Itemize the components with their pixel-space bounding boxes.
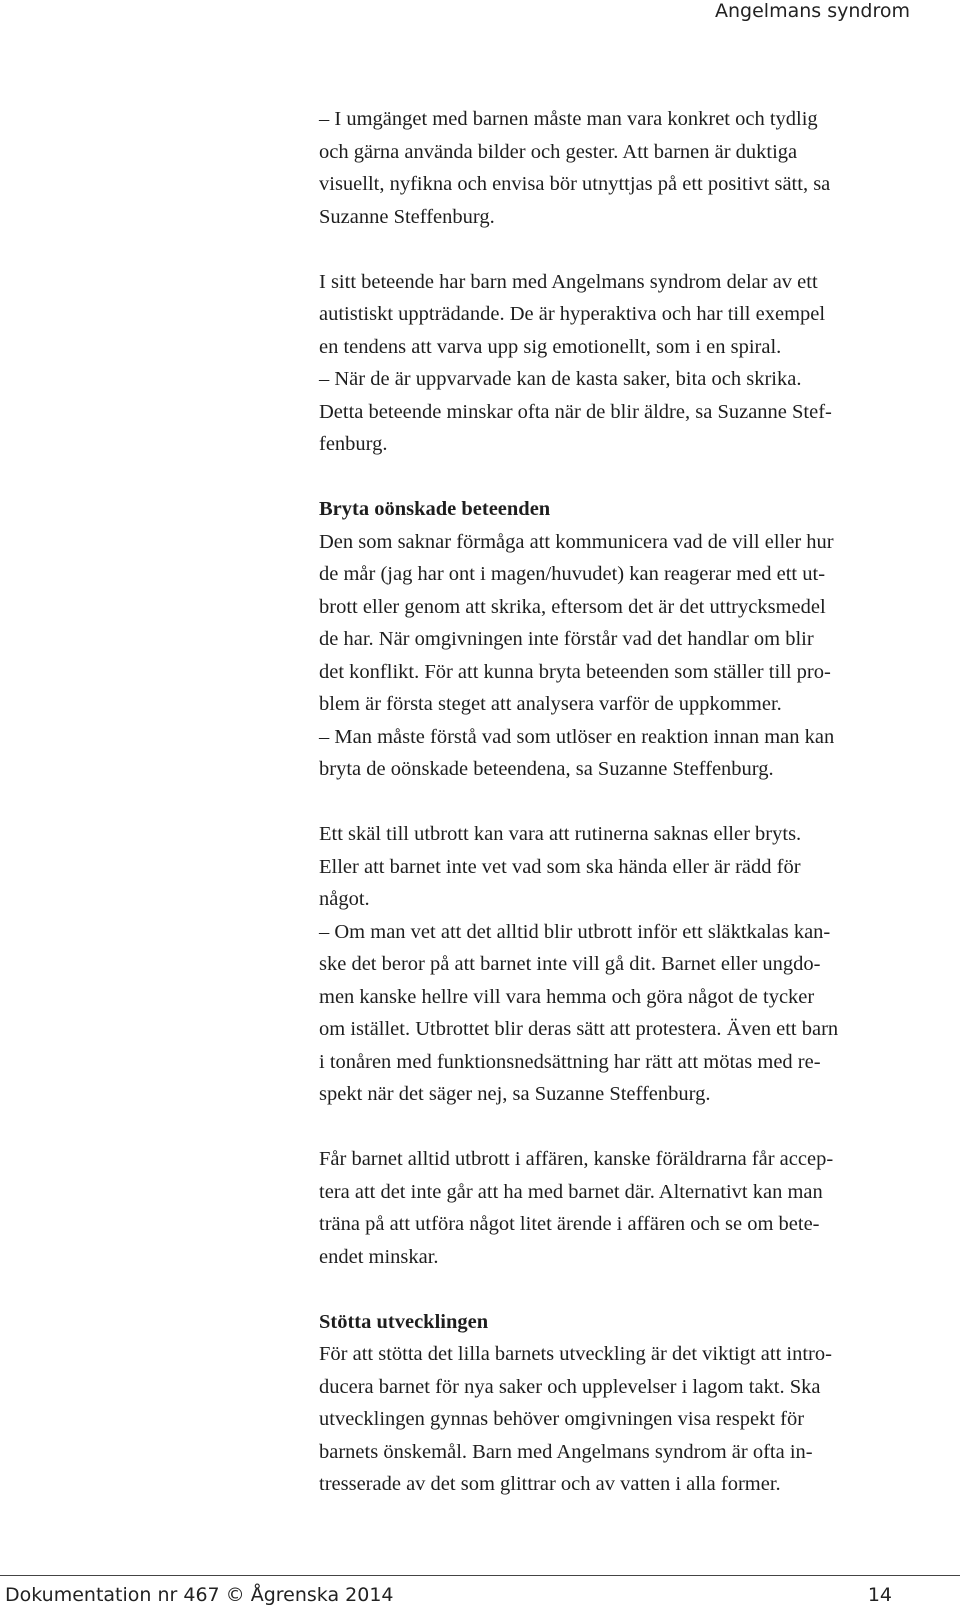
text-line: Den som saknar förmåga att kommunicera vad de vill eller hur — [319, 530, 834, 553]
text-line: ske det beror på att barnet inte vill gå dit. Barnet eller ungdo- — [319, 953, 821, 975]
paragraph — [319, 103, 937, 233]
text-line: endet minskar. — [319, 1245, 439, 1268]
text-line: – Om man vet att det alltid blir utbrott inför ett släktkalas kan- — [319, 920, 831, 943]
text-line: Eller att barnet inte vet vad som ska hända eller är rädd för — [319, 855, 801, 878]
text-line: det konflikt. För att kunna bryta beteenden som ställer till pro- — [319, 660, 831, 683]
paragraph — [319, 818, 937, 1111]
text-line: Suzanne Steffenburg. — [319, 205, 495, 228]
text-line: – Man måste förstå vad som utlöser en reaktion innan man kan — [319, 725, 835, 748]
text-line: en tendens att varva upp sig emotionellt, som i en spiral. — [319, 335, 782, 358]
footer-publication: Dokumentation nr 467 © Ågrenska 2014 — [5, 1584, 394, 1606]
text-line: spekt när det säger nej, sa Suzanne Steffenburg. — [319, 1083, 711, 1105]
text-line: brott eller genom att skrika, eftersom det är det uttrycksmedel — [319, 595, 826, 618]
article-body — [319, 103, 937, 1501]
text-line: ducera barnet för nya saker och upplevelser i lagom takt. Ska — [319, 1375, 821, 1398]
text-line: – I umgänget med barnen måste man vara konkret och tydlig — [319, 108, 818, 130]
text-line: utvecklingen gynnas behöver omgivningen visa respekt för — [319, 1408, 805, 1430]
text-line: något. — [319, 888, 370, 910]
text-line: men kanske hellre vill vara hemma och göra något de tycker — [319, 985, 815, 1008]
text-line: – När de är uppvarvade kan de kasta saker, bita och skrika. — [319, 368, 802, 390]
section-heading: Stötta utvecklingen — [319, 1310, 489, 1333]
paragraph — [319, 266, 937, 461]
text-line: tera att det inte går att ha med barnet där. Alternativt kan man — [319, 1180, 823, 1203]
page-footer — [0, 1575, 960, 1612]
text-line: i tonåren med funktionsnedsättning har rätt att mötas med re- — [319, 1050, 821, 1073]
text-line: fenburg. — [319, 433, 388, 455]
text-line: bryta de oönskade beteendena, sa Suzanne Steffenburg. — [319, 758, 774, 780]
paragraph — [319, 1143, 937, 1273]
text-line: blem är första steget att analysera varför de uppkommer. — [319, 693, 782, 715]
text-line: de har. När omgivningen inte förstår vad det handlar om blir — [319, 628, 814, 650]
page-number: 14 — [867, 1584, 892, 1606]
text-line: de mår (jag har ont i magen/huvudet) kan reagerar med ett ut- — [319, 563, 826, 585]
section-heading: Bryta oönskade beteenden — [319, 498, 551, 520]
text-line: Får barnet alltid utbrott i affären, kanske föräldrarna får accep- — [319, 1148, 834, 1170]
text-line: om istället. Utbrottet blir deras sätt att protestera. Även ett barn — [319, 1018, 839, 1040]
text-line: tresserade av det som glittrar och av vatten i alla former. — [319, 1473, 781, 1495]
text-line: För att stötta det lilla barnets utveckling är det viktigt att intro- — [319, 1343, 832, 1365]
text-line: träna på att utföra något litet ärende i affären och se om bete- — [319, 1213, 820, 1235]
paragraph — [319, 526, 937, 786]
text-line: autistiskt uppträdande. De är hyperaktiva och har till exempel — [319, 303, 826, 325]
text-line: Detta beteende minskar ofta när de blir äldre, sa Suzanne Stef- — [319, 400, 832, 423]
text-line: och gärna använda bilder och gester. Att barnen är duktiga — [319, 140, 798, 163]
text-line: Ett skäl till utbrott kan vara att rutinerna saknas eller bryts. — [319, 823, 802, 845]
running-header: Angelmans syndrom — [715, 0, 910, 22]
text-line: I sitt beteende har barn med Angelmans syndrom delar av ett — [319, 270, 818, 293]
paragraph — [319, 1338, 937, 1501]
text-line: visuellt, nyfikna och envisa bör utnyttjas på ett positivt sätt, sa — [319, 173, 831, 195]
text-line: barnets önskemål. Barn med Angelmans syndrom är ofta in- — [319, 1440, 813, 1463]
